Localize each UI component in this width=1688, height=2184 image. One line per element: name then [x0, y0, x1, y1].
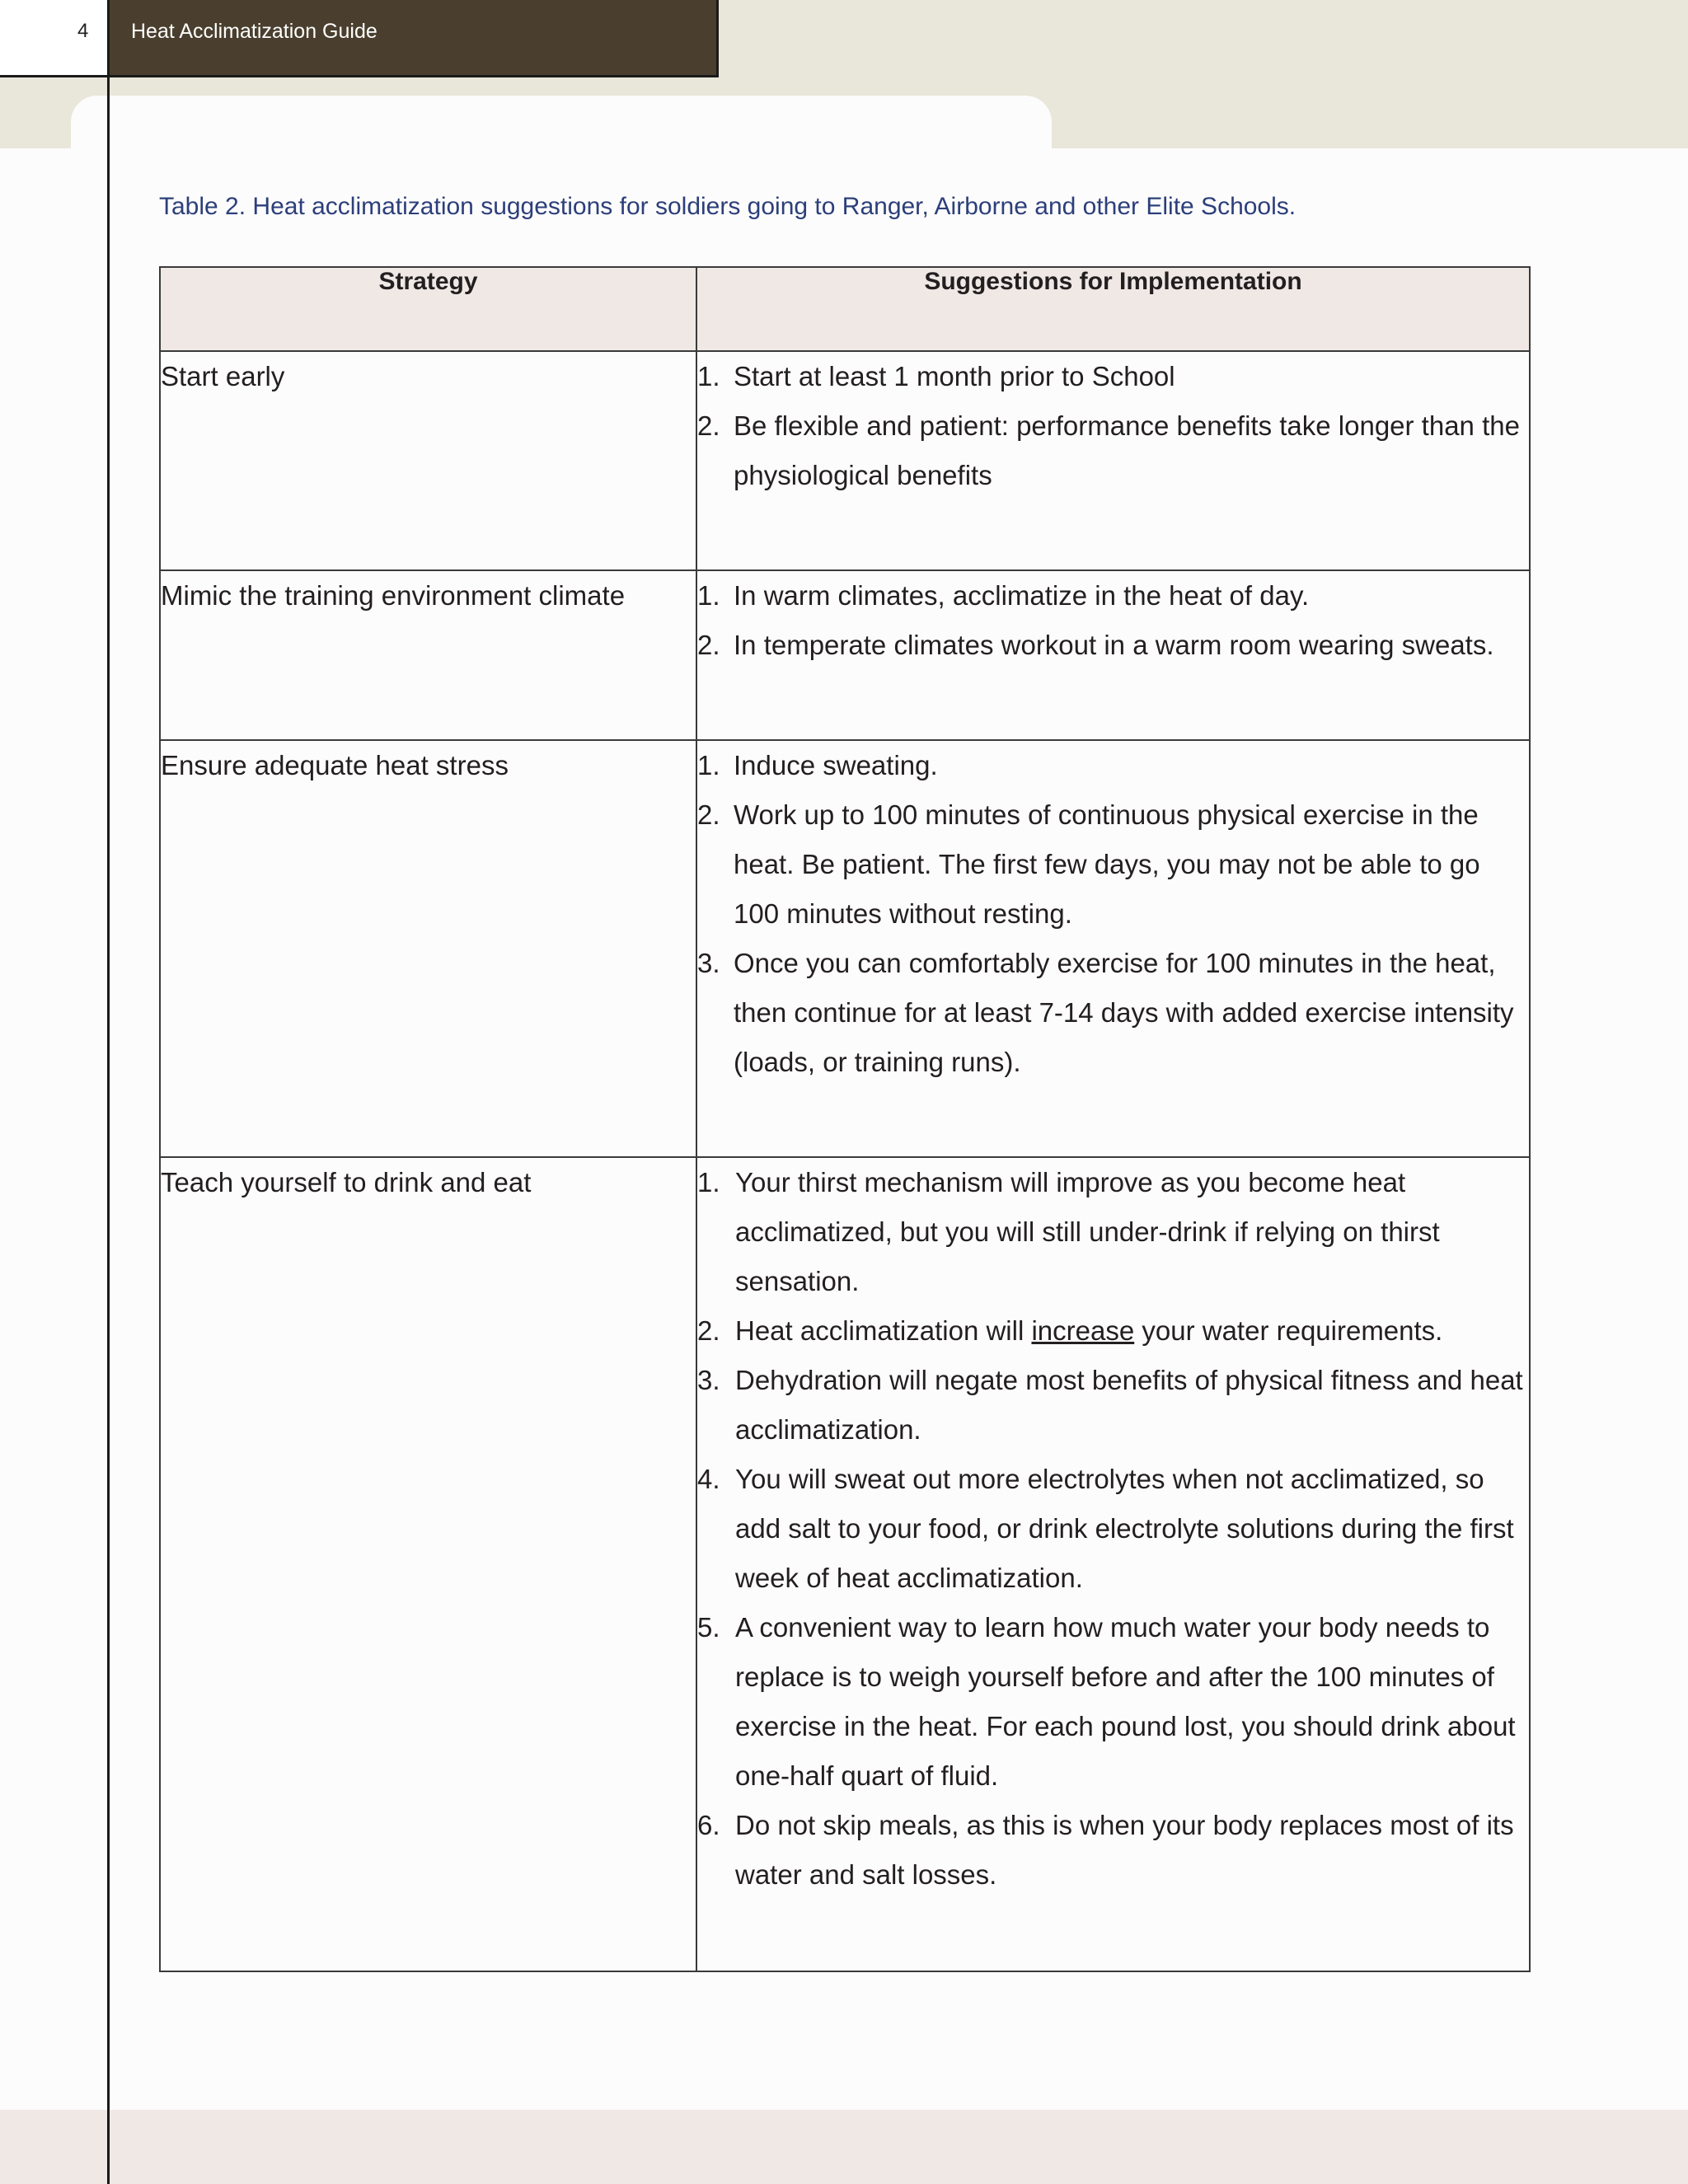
list-item [697, 939, 1529, 1087]
margin-rule [107, 0, 110, 2184]
list-text: Once you can comfortably exercise for 100 minutes in the heat, then continue for at least 7-14 days with added exercise intensity (loads, or training runs). [734, 948, 1514, 1077]
list-number: 1. [697, 1167, 720, 1197]
list-number: 2. [697, 410, 720, 441]
strategy-cell: Teach yourself to drink and eat [160, 1157, 696, 1971]
list-text: Dehydration will negate most benefits of physical fitness and heat acclimatization. [735, 1365, 1523, 1445]
list-text: A convenient way to learn how much water your body needs to replace is to weigh yourself before and after the 100 minutes of exercise in the heat. For each pound lost, you should drink about one-half quart of fluid. [735, 1612, 1516, 1791]
content-tab [71, 96, 1052, 162]
list-item [697, 1356, 1529, 1455]
table-caption: Table 2. Heat acclimatization suggestions for soldiers going to Ranger, Airborne and other Elite Schools. [159, 193, 1296, 220]
list-text: In temperate climates workout in a warm room wearing sweats. [734, 630, 1494, 660]
list-item [697, 741, 1529, 790]
footer-band [0, 2110, 1688, 2184]
column-header-suggestions: Suggestions for Implementation [696, 267, 1530, 351]
list-number: 1. [697, 361, 720, 391]
list-text: You will sweat out more electrolytes when not acclimatized, so add salt to your food, or drink electrolyte solutions during the first week of heat acclimatization. [735, 1464, 1514, 1593]
suggestions-cell [696, 351, 1530, 570]
list-text [735, 1306, 1529, 1356]
list-text: In warm climates, acclimatize in the heat of day. [734, 580, 1310, 611]
list-number: 1. [697, 750, 720, 780]
list-item [697, 401, 1529, 500]
list-number: 5. [697, 1612, 720, 1643]
suggestion-list [697, 352, 1529, 500]
running-title-box [108, 0, 719, 77]
list-item [697, 1455, 1529, 1603]
page-number-box [0, 0, 108, 77]
running-title: Heat Acclimatization Guide [131, 20, 377, 43]
list-item [697, 352, 1529, 401]
list-text: Do not skip meals, as this is when your body replaces most of its water and salt losses. [735, 1810, 1514, 1890]
list-number: 3. [697, 948, 720, 978]
strategy-cell: Mimic the training environment climate [160, 570, 696, 740]
list-number: 4. [697, 1464, 720, 1494]
list-number: 2. [697, 630, 720, 660]
list-number: 2. [697, 1315, 720, 1346]
list-text-part: your water requirements. [1134, 1315, 1443, 1346]
column-header-strategy: Strategy [160, 267, 696, 351]
underlined-word: increase [1031, 1315, 1135, 1346]
list-item [697, 571, 1529, 621]
suggestions-cell [696, 570, 1530, 740]
list-text-part: Heat acclimatization will [735, 1315, 1032, 1346]
suggestion-list [697, 571, 1529, 670]
list-text: Work up to 100 minutes of continuous physical exercise in the heat. Be patient. The first few days, you may not be able to go 100 minutes without resting. [734, 799, 1480, 929]
suggestions-cell [696, 740, 1530, 1157]
list-text: Induce sweating. [734, 750, 938, 780]
acclimatization-table [159, 266, 1531, 1972]
table-row [160, 570, 1530, 740]
list-number: 1. [697, 580, 720, 611]
list-item [697, 1158, 1529, 1306]
list-item [697, 1306, 1529, 1356]
table-header-row [160, 267, 1530, 351]
list-number: 6. [697, 1810, 720, 1840]
list-item [697, 1603, 1529, 1801]
table-row [160, 1157, 1530, 1971]
table-row [160, 740, 1530, 1157]
list-text: Your thirst mechanism will improve as you become heat acclimatized, but you will still under-drink if relying on thirst sensation. [735, 1167, 1440, 1296]
suggestion-list [697, 1158, 1529, 1900]
list-number: 2. [697, 799, 720, 830]
list-item [697, 1801, 1529, 1900]
list-text: Be flexible and patient: performance benefits take longer than the physiological benefits [734, 410, 1520, 490]
strategy-cell: Ensure adequate heat stress [160, 740, 696, 1157]
list-item [697, 621, 1529, 670]
table-row [160, 351, 1530, 570]
list-item [697, 790, 1529, 939]
suggestions-cell [696, 1157, 1530, 1971]
list-number: 3. [697, 1365, 720, 1395]
list-text: Start at least 1 month prior to School [734, 361, 1175, 391]
page-number: 4 [77, 20, 89, 42]
strategy-cell: Start early [160, 351, 696, 570]
suggestion-list [697, 741, 1529, 1087]
